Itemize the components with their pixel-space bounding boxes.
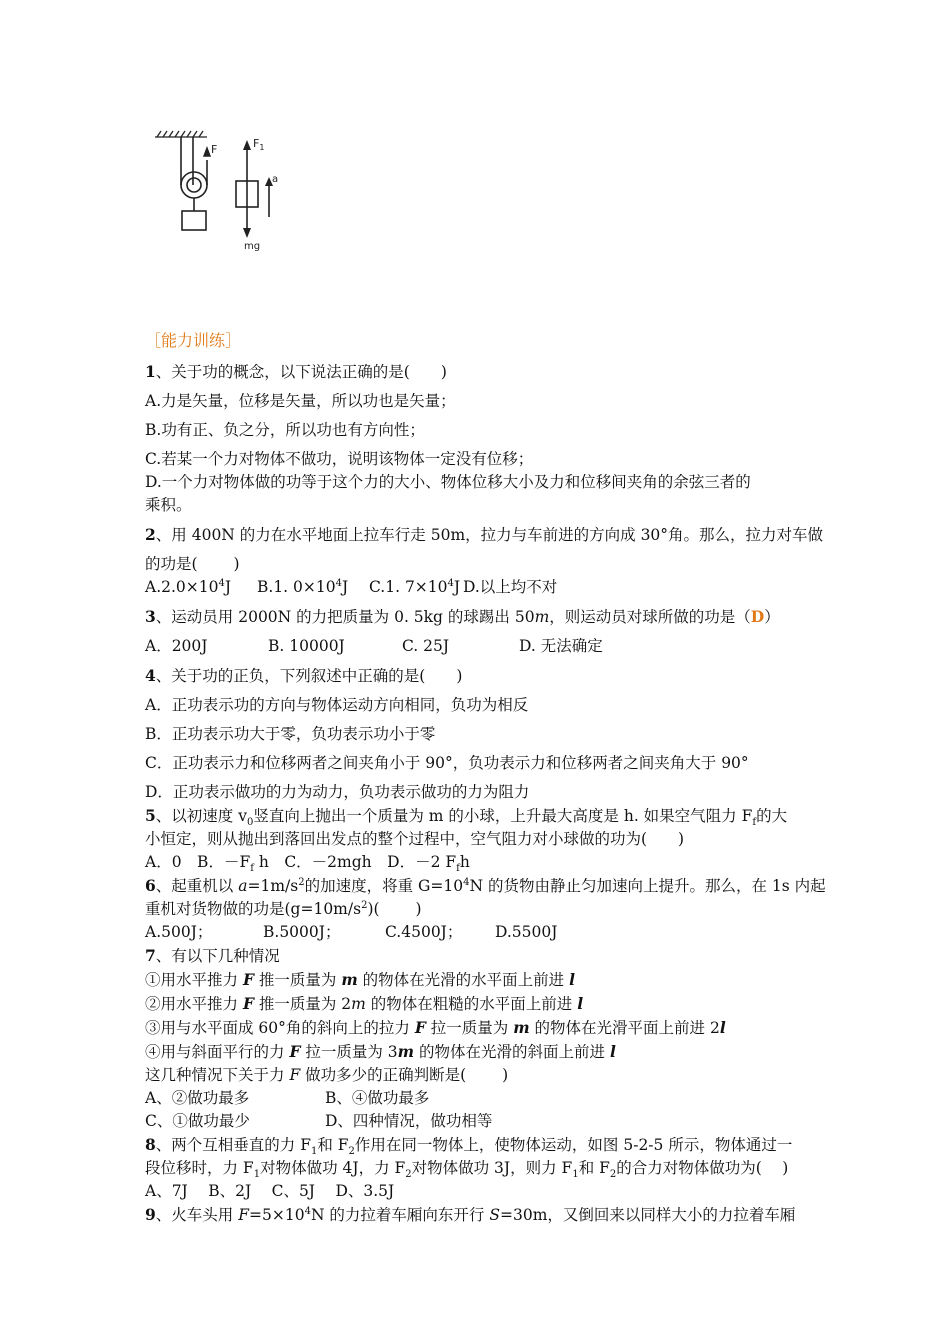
option: B．正功表示功大于零，负功表示功小于零: [145, 725, 436, 743]
option: A．正功表示功的方向与物体运动方向相同，负功为相反: [145, 696, 529, 714]
option: C．正功表示力和位移两者之间夹角小于 90°，负功表示力和位移两者之间夹角大于 90°: [145, 754, 749, 772]
question-4: 4、关于功的正负，下列叙述中正确的是( ) A．正功表示功的方向与物体运动方向相同，负功为相反 B．正功表示功大于零，负功表示功小于零 C．正功表示力和位移两者之间夹角小于 90°，负功表示力和位移两者之间夹角大于 90° D．正功表示做功的力为动力，负功表示做功的力为阻力: [145, 664, 810, 804]
pulley: [181, 137, 207, 230]
options-row: A．200J B. 10000J C. 25J D. 无法确定: [145, 637, 603, 655]
option: B.功有正、负之分，所以功也有方向性；: [145, 421, 425, 439]
label-F: F: [211, 143, 218, 156]
question-6: 6、起重机以 $a=1m/s^2$的加速度，将重 $G=10^4N$ 的货物由静止匀加速向上提升。那么，在 1s 内起 重机对货物做的功是$(g=10m/s^2)$( ) A.500J； B.5000J； C.4500J； D.5500J: [145, 874, 810, 944]
options-row: A．0 B．$-F_f$ h C．－2mgh D．－2 $F_fh$: [145, 853, 470, 875]
question-9: 9、火车头用 $F=5\times 10^4N$ 的力拉着车厢向东开行 S=30m，又倒回来以同样大小的力拉着车厢: [145, 1205, 796, 1224]
option: A.力是矢量，位移是矢量，所以功也是矢量；: [145, 392, 456, 410]
options-row: A、7J B、2J C、5J D、3.5J: [145, 1182, 395, 1200]
answer-mark: D: [750, 607, 765, 626]
label-F1: $F_1$: [253, 137, 265, 152]
section-heading: ［能力训练］: [145, 331, 242, 350]
question-3: 3、运动员用 2000N 的力把质量为 0. 5kg 的球踢出 50m，则运动员对球所做的功是（D） A．200J B. 10000J C. 25J D. 无法确定: [145, 605, 810, 658]
question-5: 5、以初速度 $v_0$竖直向上抛出一个质量为 m 的小球，上升最大高度是 h. 如果空气阻力 $F_f$的大 小恒定，则从抛出到落回出发点的整个过程中，空气阻力对小球做的功为( ) A．0 B．$-F_f$ h C．－2mgh D．－2 $F_fh$: [145, 804, 810, 874]
option: C.若某一个力对物体不做功，说明该物体一定没有位移；: [145, 450, 534, 468]
options-row: A、②做功最多 B、④做功最多: [145, 1089, 430, 1107]
ceiling: [155, 131, 207, 137]
question-1: 1、关于功的概念，以下说法正确的是( ) A.力是矢量，位移是矢量，所以功也是矢量； B.功有正、负之分，所以功也有方向性； C.若某一个力对物体不做功，说明该物体一定没有位移； D.一个力对物体做的功等于这个力的大小、物体位移大小及力和位移间夹角的余弦三者的 乘积。: [145, 360, 810, 517]
label-a: a: [272, 174, 279, 185]
question-7: 7、有以下几种情况 ①用水平推力 F 推一质量为 m 的物体在光滑的水平面上前进 l ②用水平推力 F 推一质量为 2m 的物体在粗糙的水平面上前进 l ③用与水平面成 60°角的斜向上的拉力 F 拉一质量为 m 的物体在光滑平面上前进 2l ④用与斜面平行的力 F 拉一质量为 3m 的物体在光滑的斜面上前进 l 这几种情况下关于力 F 做功多少的正确判断是( ) A、②做功最多 B、④做功最多 C、①做功最少 D、四种情况，做功相等: [145, 944, 810, 1133]
option: D．正功表示做功的力为动力，负功表示做功的力为阻力: [145, 783, 530, 801]
label-mg: mg: [244, 241, 261, 252]
question-8: 8、两个互相垂直的力 $F_1$和 $F_2$作用在同一物体上，使物体运动，如图 5-2-5 所示，物体通过一 段位移时，力 $F_1$对物体做功 4J，力 $F_2$对物体做功 3J，则力 $F_1$和 $F_2$的合力对物体做功为( ) A、7J B、2J C、5J D、3.5J: [145, 1133, 810, 1203]
options-row: C、①做功最少 D、四种情况，做功相等: [145, 1112, 493, 1130]
pulley-force-diagram: [150, 125, 290, 255]
question-2: 2、用 400N 的力在水平地面上拉车行走 50m，拉力与车前进的方向成 30°角。那么，拉力对车做 的功是( ) $A.2.0\times 10^4J$ B.1. $0\times 10^4J$ C.1. $7\times 10^4J$ D.以上均不对: [145, 523, 810, 599]
force-diagram: [236, 150, 269, 233]
option: D.一个力对物体做的功等于这个力的大小、物体位移大小及力和位移间夹角的余弦三者的: [145, 473, 751, 491]
options-row: A.500J； B.5000J； C.4500J； D.5500J: [145, 923, 558, 941]
options-row: $A.2.0\times 10^4J$ B.1. $0\times 10^4J$ C.1. $7\times 10^4J$ D.以上均不对: [145, 577, 558, 596]
force-arrow-F: [204, 148, 210, 156]
exercise-content: [145, 328, 826, 1227]
